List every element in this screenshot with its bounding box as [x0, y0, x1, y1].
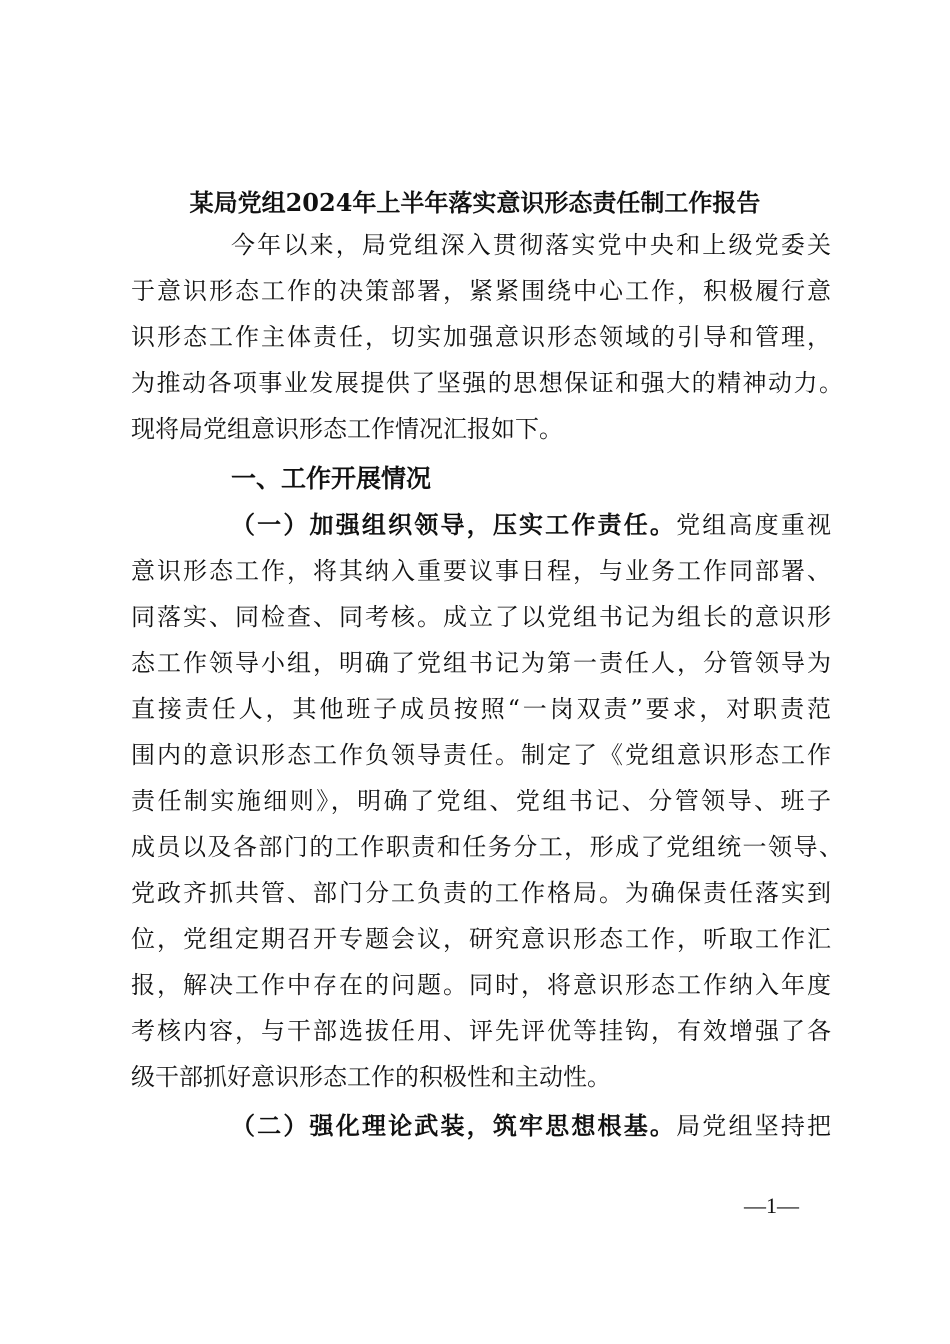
para1-line: 考核内容，与干部选拔任用、评先评优等挂钩，有效增强了各 — [131, 1017, 831, 1045]
para1-line: 级干部抓好意识形态工作的积极性和主动性。 — [131, 1063, 611, 1091]
section-heading: 一、工作开展情况 — [231, 464, 432, 493]
document-title: 某局党组2024年上半年落实意识形态责任制工作报告 — [189, 188, 761, 217]
intro-line: 于意识形态工作的决策部署，紧紧围绕中心工作，积极履行意 — [131, 277, 831, 305]
para1-line: 成员以及各部门的工作职责和任务分工，形成了党组统一领导、 — [131, 833, 843, 861]
para1-line: 报，解决工作中存在的问题。同时，将意识形态工作纳入年度 — [131, 971, 831, 999]
para1-lead: （一）加强组织领导，压实工作责任。 — [231, 510, 677, 539]
para1-line: 党政齐抓共管、部门分工负责的工作格局。为确保责任落实到 — [131, 879, 831, 907]
para1-line: 直接责任人，其他班子成员按照“一岗双责”要求，对职责范 — [131, 695, 831, 723]
para1-line: 位，党组定期召开专题会议，研究意识形态工作，听取工作汇 — [131, 925, 831, 953]
para1-line: 同落实、同检查、同考核。成立了以党组书记为组长的意识形 — [131, 603, 831, 631]
intro-line: 今年以来，局党组深入贯彻落实党中央和上级党委关 — [231, 231, 831, 259]
para1-line: 态工作领导小组，明确了党组书记为第一责任人，分管领导为 — [131, 649, 831, 677]
para1-line: 围内的意识形态工作负领导责任。制定了《党组意识形态工作 — [131, 741, 831, 769]
intro-line: 识形态工作主体责任，切实加强意识形态领域的引导和管理， — [131, 323, 831, 351]
para1-line: 意识形态工作，将其纳入重要议事日程，与业务工作同部署、 — [131, 557, 831, 585]
para2-first-line — [231, 1103, 831, 1149]
para1-line: 责任制实施细则》，明确了党组、党组书记、分管领导、班子 — [131, 787, 831, 815]
para2-lead: （二）强化理论武装，筑牢思想根基。 — [231, 1111, 677, 1140]
page-number: —1— — [744, 1193, 799, 1218]
intro-line: 为推动各项事业发展提供了坚强的思想保证和强大的精神动力。 — [131, 369, 843, 397]
intro-line: 现将局党组意识形态工作情况汇报如下。 — [131, 415, 563, 443]
para2-first-rest: 局党组坚持把 — [676, 1112, 832, 1140]
para1-first-line — [231, 502, 831, 548]
para1-first-rest: 党组高度重视 — [676, 511, 832, 539]
